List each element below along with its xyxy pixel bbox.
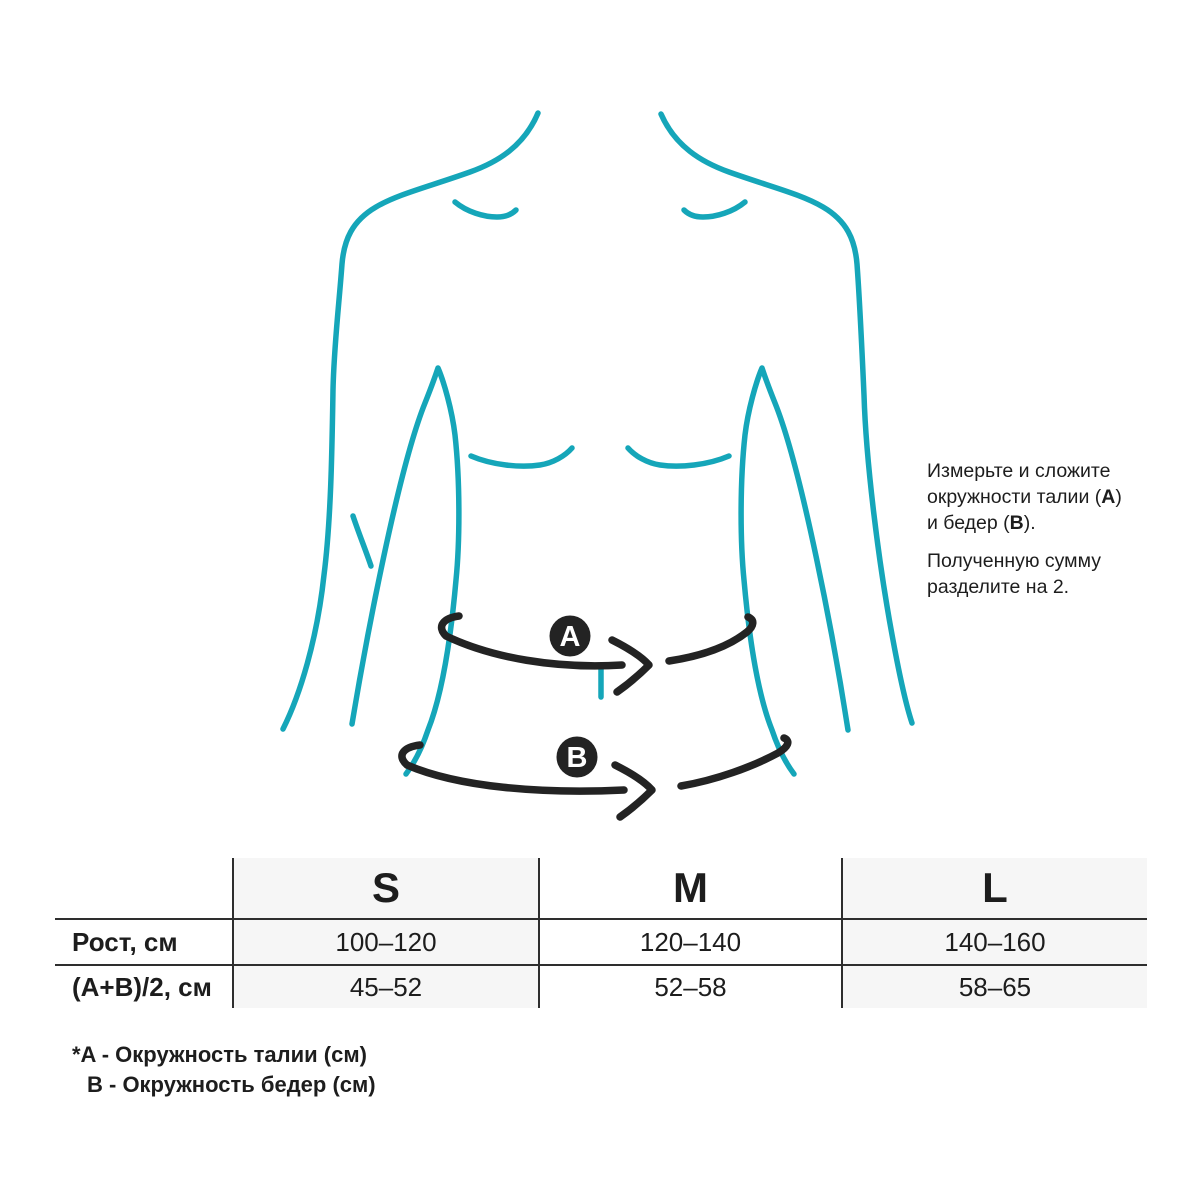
table-row-ab-half (55, 965, 1147, 1008)
torso-left-chest-line (471, 448, 572, 466)
torso-left-collarbone (455, 202, 516, 217)
torso-right-neck-shoulder-arm (661, 114, 912, 723)
hip-arrow-right-arc (681, 738, 788, 786)
row-label-height: Рост, см (55, 919, 233, 965)
badge-b-letter: B (566, 742, 588, 774)
instruction-line: Измерьте и сложите (927, 460, 1111, 482)
height-value-m: 120–140 (539, 919, 842, 965)
torso-left-elbow-crease (353, 516, 371, 566)
size-table-header-row (55, 858, 1147, 919)
size-table (55, 858, 1147, 1008)
measurement-arrows (402, 616, 788, 817)
ab-value-l: 58–65 (842, 965, 1147, 1008)
measurement-badges (550, 616, 598, 778)
footnote (72, 1040, 376, 1100)
torso-right-chest-line (628, 448, 729, 466)
torso-right-armpit-side (741, 368, 848, 774)
torso-left-armpit-side (352, 368, 459, 774)
table-row-height (55, 919, 1147, 965)
waist-arrow-right-arc (669, 617, 753, 661)
height-value-l: 140–160 (842, 919, 1147, 965)
size-header-l: L (842, 858, 1147, 919)
size-header-m: M (539, 858, 842, 919)
instruction-line: окружности талии (A) (927, 486, 1122, 508)
instruction-line: и бедер (B). (927, 512, 1036, 534)
size-header-s: S (233, 858, 539, 919)
footnote-line-b: B - Окружность бедер (см) (87, 1072, 376, 1097)
footnote-line-a: *A - Окружность талии (см) (72, 1042, 367, 1067)
height-value-s: 100–120 (233, 919, 539, 965)
measuring-instructions (927, 458, 1177, 600)
waist-arrow-arc (442, 616, 622, 666)
size-table-corner-cell (55, 858, 233, 919)
ab-value-m: 52–58 (539, 965, 842, 1008)
badge-a-letter: A (559, 621, 581, 653)
torso-outline (283, 113, 912, 774)
instruction-line: разделите на 2. (927, 576, 1070, 598)
row-label-ab-half: (A+B)/2, см (55, 965, 233, 1008)
instruction-line: Полученную сумму (927, 550, 1101, 572)
ab-value-s: 45–52 (233, 965, 539, 1008)
torso-right-collarbone (684, 202, 745, 217)
torso-left-neck-shoulder-arm (283, 113, 538, 729)
